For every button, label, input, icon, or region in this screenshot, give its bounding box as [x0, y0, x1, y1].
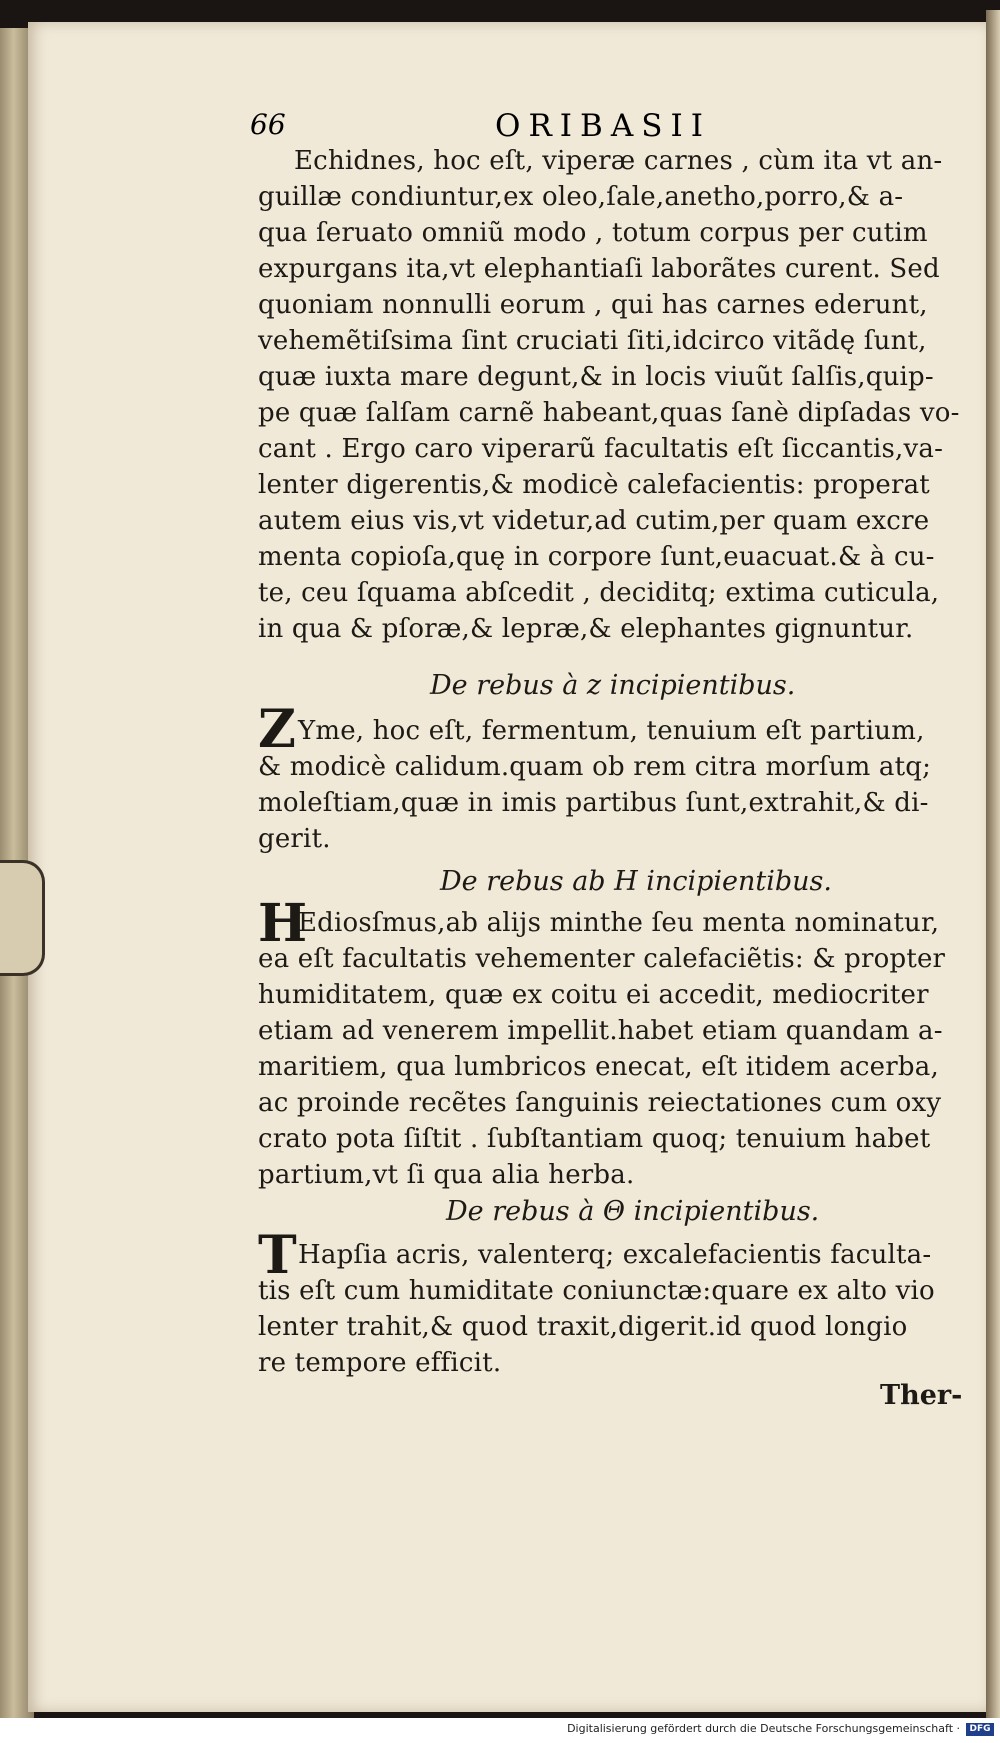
section-heading-theta: De rebus à Θ incipientibus.	[446, 1196, 820, 1227]
dfg-logo: DFG	[966, 1723, 994, 1736]
running-title: ORIBASII	[495, 108, 711, 144]
initial-letter-z: Z	[258, 699, 296, 760]
text-line: tis eſt cum humiditate coniunctæ:quare ex alto vio	[258, 1276, 935, 1306]
text-line: autem eius vis,vt videtur,ad cutim,per quam excre	[258, 506, 930, 536]
text-line: lenter digerentis,& modicè calefacientis: properat	[258, 470, 930, 500]
text-line: etiam ad venerem impellit.habet etiam quandam a-	[258, 1016, 943, 1046]
book-clasp	[0, 860, 45, 976]
text-line: expurgans ita,vt elephantiaſi laborãtes curent. Sed	[258, 254, 940, 284]
text-line: re tempore efficit.	[258, 1348, 502, 1378]
footer-bar	[0, 1718, 1000, 1743]
text-line: cant . Ergo caro viperarũ facultatis eſt ſiccantis,va-	[258, 434, 944, 464]
text-line: lenter trahit,& quod traxit,digerit.id quod longio	[258, 1312, 908, 1342]
text-line: crato pota ſiſtit . ſubſtantiam quoq; tenuium habet	[258, 1124, 931, 1154]
running-header	[250, 108, 956, 148]
page-number: 66	[250, 108, 286, 141]
footer-credit: Digitalisierung gefördert durch die Deutsche Forschungsgemeinschaft ·	[567, 1722, 960, 1735]
text-line: quoniam nonnulli eorum , qui has carnes ederunt,	[258, 290, 928, 320]
text-line: te, ceu ſquama abſcedit , deciditq; extima cuticula,	[258, 578, 940, 608]
text-line: Ediosſmus,ab alijs minthe ſeu menta nominatur,	[298, 908, 940, 938]
text-line: partium,vt ſi qua alia herba.	[258, 1160, 635, 1190]
text-line: ac proinde recẽtes ſanguinis reiectationes cum oxy	[258, 1088, 942, 1118]
text-line: humiditatem, quæ ex coitu ei accedit, mediocriter	[258, 980, 929, 1010]
text-line: Hapſia acris, valenterq; excalefacientis faculta-	[298, 1240, 932, 1270]
text-line: quæ iuxta mare degunt,& in locis viuũt ſalſis,quip-	[258, 362, 934, 392]
right-page-edge	[986, 10, 1000, 1730]
text-line: in qua & pſoræ,& lepræ,& elephantes gignuntur.	[258, 614, 914, 644]
text-line: Echidnes, hoc eſt, viperæ carnes , cùm ita vt an-	[294, 146, 943, 176]
initial-letter-t: T	[258, 1225, 297, 1286]
catchword: Ther-	[880, 1380, 963, 1411]
text-line: maritiem, qua lumbricos enecat, eſt itidem acerba,	[258, 1052, 939, 1082]
text-line: ea eſt facultatis vehementer calefaciẽtis: & propter	[258, 944, 946, 974]
section-heading-h: De rebus ab H incipientibus.	[440, 866, 832, 897]
text-line: pe quæ ſalſam carnẽ habeant,quas ſanè dipſadas vo-	[258, 398, 960, 428]
text-line: qua ſeruato omniũ modo , totum corpus per cutim	[258, 218, 928, 248]
text-line: vehemẽtiſsima ſint cruciati ſiti,idcirco vitãdę ſunt,	[258, 326, 927, 356]
text-line: & modicè calidum.quam ob rem citra morſum atq;	[258, 752, 932, 782]
initial-letter-h: H	[258, 893, 308, 954]
text-line: menta copioſa,quę in corpore ſunt,euacuat.& à cu-	[258, 542, 935, 572]
text-line: guillæ condiuntur,ex oleo,ſale,anetho,porro,& a-	[258, 182, 904, 212]
text-line: moleſtiam,quæ in imis partibus ſunt,extrahit,& di-	[258, 788, 929, 818]
text-line: gerit.	[258, 824, 331, 854]
section-heading-z: De rebus à z incipientibus.	[430, 670, 796, 701]
text-line: Yme, hoc eſt, fermentum, tenuium eſt partium,	[298, 716, 925, 746]
